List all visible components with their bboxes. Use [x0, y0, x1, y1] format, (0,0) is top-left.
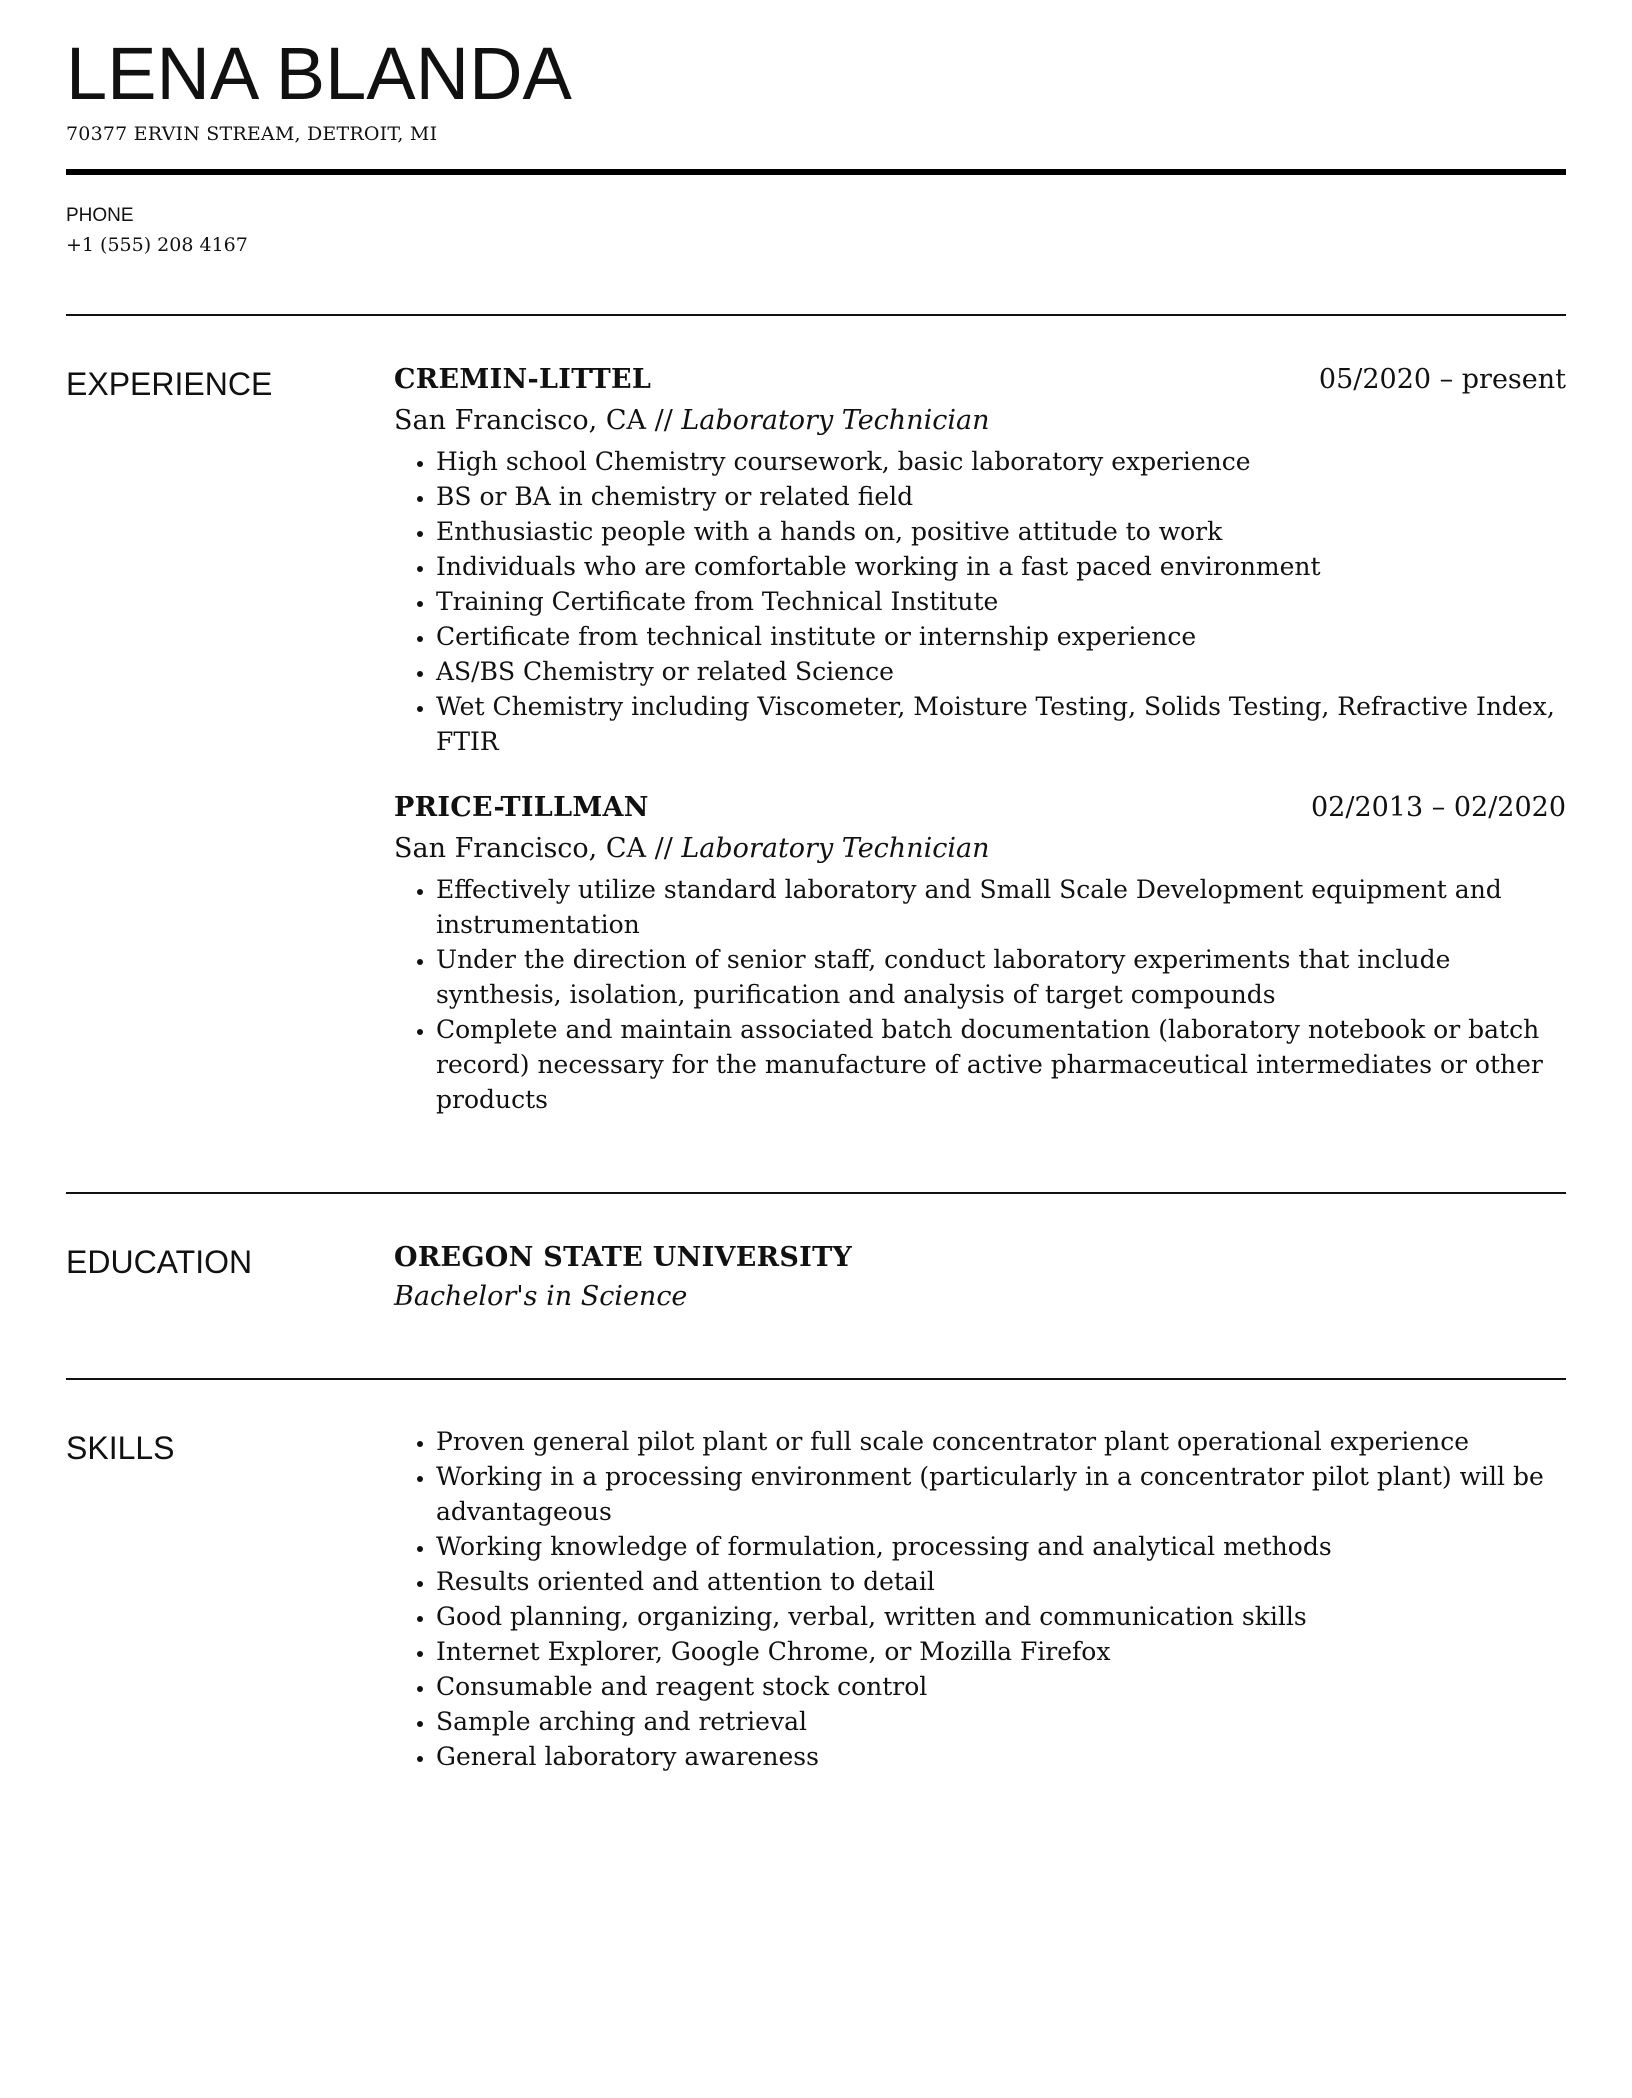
list-item: • Wet Chemistry including Viscometer, Moisture Testing, Solids Testing, Refractive Index, FTIR [436, 689, 1566, 759]
experience-job-1 [394, 362, 1566, 759]
list-item: • Individuals who are comfortable working in a fast paced environment [436, 549, 1566, 584]
phone-label: PHONE [66, 205, 134, 226]
list-item: • Consumable and reagent stock control [436, 1669, 1566, 1704]
list-item: • Certificate from technical institute or internship experience [436, 619, 1566, 654]
job-company: PRICE-TILLMAN [394, 792, 649, 823]
job-header [394, 362, 1566, 398]
job-bullets [394, 872, 1566, 1117]
job-bullets [394, 444, 1566, 759]
list-item: • Results oriented and attention to detail [436, 1564, 1566, 1599]
phone-value: +1 (555) 208 4167 [66, 234, 248, 256]
job-separator: // [646, 405, 682, 436]
list-item: • Sample arching and retrieval [436, 1704, 1566, 1739]
list-item: • Working in a processing environment (particularly in a concentrator pilot plant) will be advantageous [436, 1459, 1566, 1529]
candidate-name: LENA BLANDA [66, 32, 572, 115]
list-item: • BS or BA in chemistry or related field [436, 479, 1566, 514]
education-degree: Bachelor's in Science [394, 1281, 688, 1312]
candidate-address: 70377 ERVIN STREAM, DETROIT, MI [66, 123, 438, 145]
list-item: • Enthusiastic people with a hands on, positive attitude to work [436, 514, 1566, 549]
job-role: Laboratory Technician [681, 833, 990, 864]
job-separator: // [646, 833, 682, 864]
list-item: • Working knowledge of formulation, processing and analytical methods [436, 1529, 1566, 1564]
skills-list-container [394, 1424, 1566, 1774]
list-item: • Effectively utilize standard laboratory and Small Scale Development equipment and instrumentation [436, 872, 1566, 942]
contact-divider [66, 314, 1566, 316]
job-role: Laboratory Technician [681, 405, 990, 436]
list-item: • Under the direction of senior staff, conduct laboratory experiments that include synthesis, isolation, purification and analysis of target compounds [436, 942, 1566, 1012]
list-item: • Internet Explorer, Google Chrome, or Mozilla Firefox [436, 1634, 1566, 1669]
list-item: • Complete and maintain associated batch documentation (laboratory notebook or batch record) necessary for the manufacture of active pharmaceutical intermediates or other products [436, 1012, 1566, 1117]
list-item: • Good planning, organizing, verbal, written and communication skills [436, 1599, 1566, 1634]
experience-section-title: EXPERIENCE [66, 366, 273, 402]
job-dates: 05/2020 – present [1318, 364, 1566, 395]
skills-list [394, 1424, 1566, 1774]
list-item: • High school Chemistry coursework, basic laboratory experience [436, 444, 1566, 479]
job-subline [394, 402, 1566, 440]
skills-section-title: SKILLS [66, 1430, 175, 1466]
job-dates: 02/2013 – 02/2020 [1311, 792, 1566, 823]
education-divider [66, 1378, 1566, 1380]
education-entry [394, 1240, 1566, 1316]
job-location: San Francisco, CA [394, 405, 647, 436]
list-item: • AS/BS Chemistry or related Science [436, 654, 1566, 689]
list-item: • Proven general pilot plant or full scale concentrator plant operational experience [436, 1424, 1566, 1459]
experience-job-2 [394, 790, 1566, 1117]
list-item: • General laboratory awareness [436, 1739, 1566, 1774]
job-location: San Francisco, CA [394, 833, 647, 864]
list-item: • Training Certificate from Technical Institute [436, 584, 1566, 619]
education-section-title: EDUCATION [66, 1244, 253, 1280]
experience-divider [66, 1192, 1566, 1194]
education-school: OREGON STATE UNIVERSITY [394, 1242, 853, 1273]
header-divider [66, 169, 1566, 175]
job-company: CREMIN-LITTEL [394, 364, 652, 395]
job-header [394, 790, 1566, 826]
job-subline [394, 830, 1566, 868]
